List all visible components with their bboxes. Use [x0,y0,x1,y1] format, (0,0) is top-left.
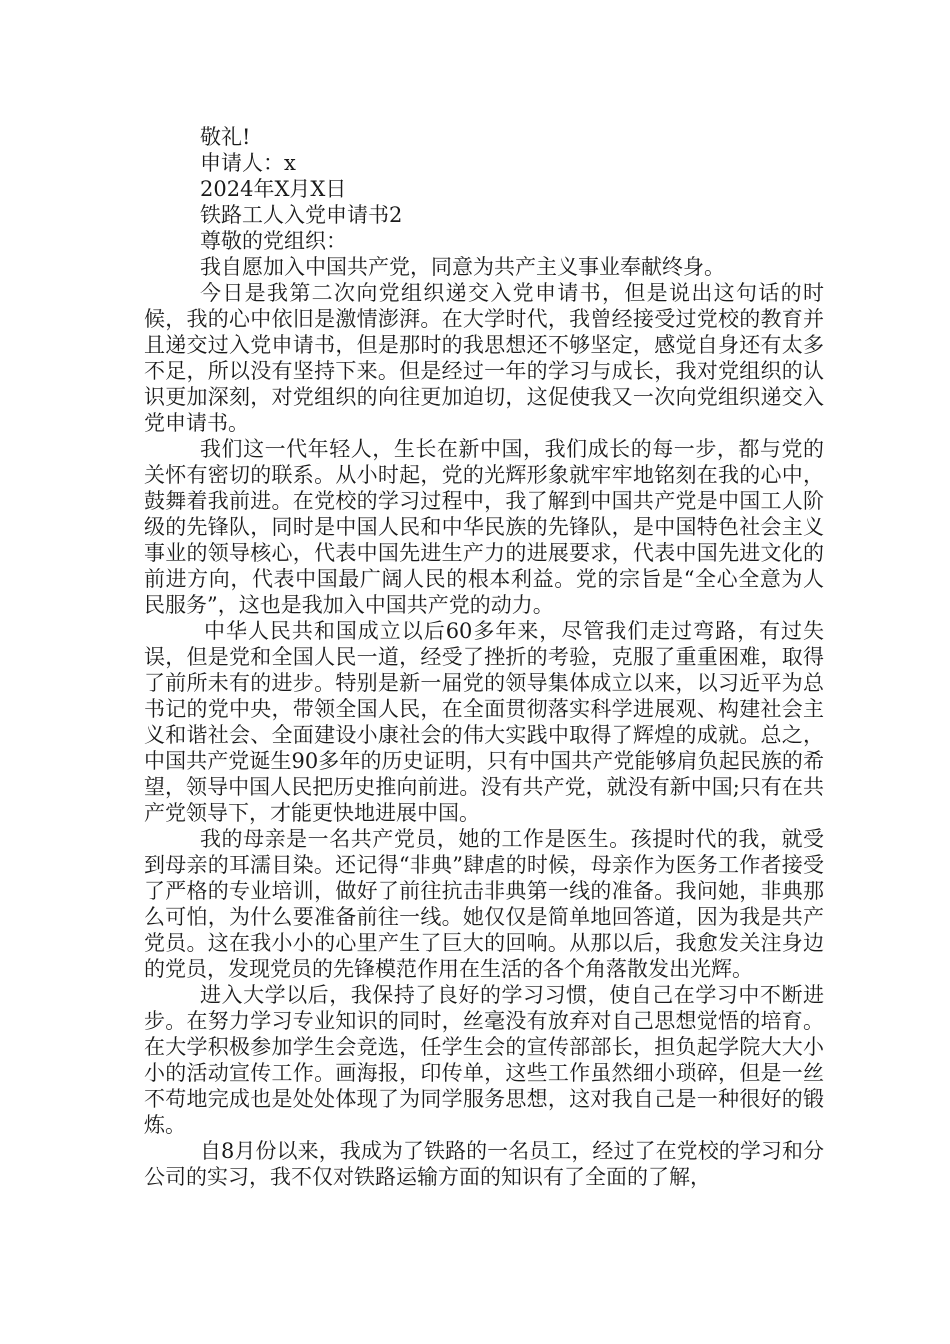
paragraph: 我的母亲是一名共产党员，她的工作是医生。孩提时代的我，就受到母亲的耳濡目染。还记得“非典”肆虐的时候，母亲作为医务工作者接受了严格的专业培训，做好了前往抗击非典第一线的准备。我问她，非典那么可怕，为什么要准备前往一线。她仅仅是简单地回答道，因为我是共产党员。这在我小小的心里产生了巨大的回响。从那以后，我愈发关注身边的党员，发现党员的先锋模范作用在生活的各个角落散发出光辉。 [144,827,824,981]
paragraph: 我自愿加入中国共产党，同意为共产主义事业奉献终身。 [200,255,725,279]
date-line: 2024年X月X日 [200,177,347,201]
paragraph: 进入大学以后，我保持了良好的学习习惯，使自己在学习中不断进步。在努力学习专业知识的同时，丝毫没有放弃对自己思想觉悟的培育。在大学积极参加学生会竞选，任学生会的宣传部部长，担负起学院大大小小的活动宣传工作。画海报，印传单，这些工作虽然细小琐碎，但是一丝不苟地完成也是处处体现了为同学服务思想，这对我自己是一种很好的锻炼。 [144,983,824,1137]
paragraph: 自8月份以来，我成为了铁路的一名员工，经过了在党校的学习和分公司的实习，我不仅对铁路运输方面的知识有了全面的了解， [144,1139,824,1189]
paragraph: 我们这一代年轻人，生长在新中国，我们成长的每一步，都与党的关怀有密切的联系。从小时起，党的光辉形象就牢牢地铭刻在我的心中，鼓舞着我前进。在党校的学习过程中，我了解到中国共产党是中国工人阶级的先锋队，同时是中国人民和中华民族的先锋队，是中国特色社会主义事业的领导核心，代表中国先进生产力的进展要求，代表中国先进文化的前进方向，代表中国最广阔人民的根本利益。党的宗旨是“全心全意为人民服务”，这也是我加入中国共产党的动力。 [144,437,824,617]
paragraph: 中华人民共和国成立以后60多年来，尽管我们走过弯路，有过失误，但是党和全国人民一道，经受了挫折的考验，克服了重重困难，取得了前所未有的进步。特别是新一届党的领导集体成立以来，以习近平为总书记的党中央，带领全国人民，在全面贯彻落实科学进展观、构建社会主义和谐社会、全面建设小康社会的伟大实践中取得了辉煌的成就。总之，中国共产党诞生90多年的历史证明，只有中国共产党能够肩负起民族的希望，领导中国人民把历史推向前进。没有共产党，就没有新中国;只有在共产党领导下，才能更快地进展中国。 [144,619,824,825]
paragraph: 今日是我第二次向党组织递交入党申请书，但是说出这句话的时候，我的心中依旧是激情澎湃。在大学时代，我曾经接受过党校的教育并且递交过入党申请书，但是那时的我思想还不够坚定，感觉自身还有太多不足，所以没有坚持下来。但是经过一年的学习与成长，我对党组织的认识更加深刻，对党组织的向往更加迫切，这促使我又一次向党组织递交入党申请书。 [144,281,824,435]
applicant-line: 申请人：x [200,151,296,175]
salutation-line: 尊敬的党组织： [200,229,347,253]
document-body [144,124,824,1190]
closing-line: 敬礼! [200,125,251,149]
document-title: 铁路工人入党申请书2 [200,203,403,227]
